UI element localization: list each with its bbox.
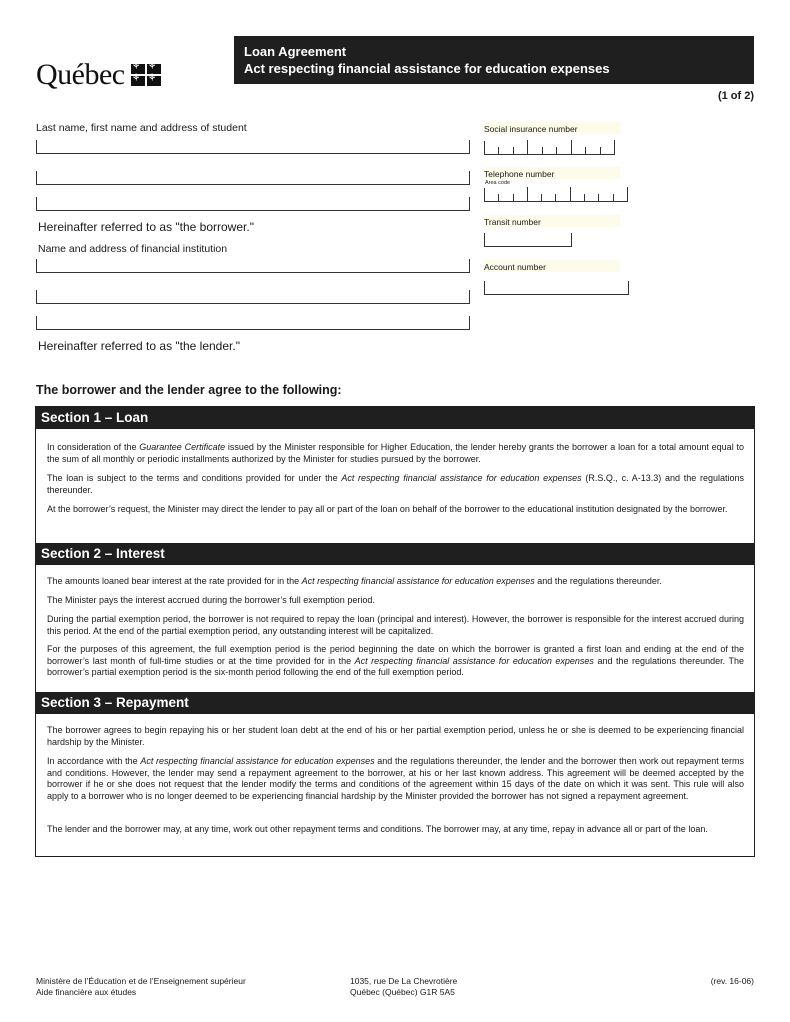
section-2-header: Section 2 – Interest — [36, 543, 754, 565]
ministry-division: Aide financière aux études — [36, 987, 137, 997]
quebec-logo — [36, 58, 161, 92]
institution-address-field-2[interactable] — [36, 316, 470, 330]
transit-number-field[interactable] — [484, 233, 572, 247]
section-2-paragraph-2: The Minister pays the interest accrued during the borrower’s full exemption period. — [47, 595, 375, 605]
logo-wordmark: Québec — [36, 58, 125, 91]
area-code-label: Area code — [485, 180, 511, 186]
student-name-field[interactable] — [36, 140, 470, 154]
footer-ministry — [36, 976, 246, 998]
student-address-field-1[interactable] — [36, 171, 470, 185]
telephone-label: Telephone number — [484, 169, 555, 179]
section-1-header: Section 1 – Loan — [36, 407, 754, 429]
footer-address — [350, 976, 457, 998]
agreement-intro: The borrower and the lender agree to the following: — [36, 383, 342, 397]
document-title-banner — [234, 36, 754, 84]
section-3-header: Section 3 – Repayment — [36, 692, 754, 714]
section-3-paragraph-1: The borrower agrees to begin repaying his or her student loan debt at the end of his or her partial exemption period, unless he or she is deemed to be experiencing financial hardship by the Minister. — [47, 725, 744, 747]
student-address-field-2[interactable] — [36, 197, 470, 211]
institution-label: Name and address of financial institution — [38, 243, 228, 255]
section-1-paragraph-1: In consideration of the Guarantee Certificate issued by the Minister responsible for Higher Education, the lender hereby grants the borrower a loan for a total amount equal to the sum of all monthly or periodic installments authorized by the Minister for studies pursued by the borrower. — [47, 442, 744, 464]
street-address: 1035, rue De La Chevrotière — [350, 976, 458, 986]
agreement-sections — [35, 406, 755, 857]
document-subtitle: Act respecting financial assistance for education expenses — [244, 61, 610, 76]
section-2-paragraph-3: During the partial exemption period, the borrower is not required to repay the loan (principal and interest). However, the borrower is responsible for the interest accrued during this period. At the end of the partial exemption period, any outstanding interest will be capitalized. — [47, 614, 744, 636]
ministry-name: Ministère de l’Éducation et de l’Enseignement supérieur — [36, 976, 246, 986]
transit-label: Transit number — [484, 217, 541, 227]
document-title: Loan Agreement — [244, 44, 347, 59]
revision-code: (rev. 16-06) — [710, 976, 754, 986]
section-3-paragraph-3: The lender and the borrower may, at any time, work out other repayment terms and conditions. The borrower may, at any time, repay in advance all or part of the loan. — [47, 824, 708, 834]
section-3-paragraph-2: In accordance with the Act respecting financial assistance for education expenses and the regulations thereunder, the lender and the borrower then work out repayment terms and conditions. However, the lender may send a repayment agreement to the borrower, at his or her last known address. This agreement will be deemed accepted by the borrower if he or she does not request that the lender modify the terms and conditions of the agreement within 15 days of the date on which it was sent. This rule will also apply to a borrower who is no longer deemed to be experiencing financial hardship by the Minister provided the borrower has not signed a repayment agreement. — [47, 756, 744, 801]
sin-input[interactable] — [484, 141, 615, 155]
lender-reference: Hereinafter referred to as "the lender." — [38, 339, 240, 353]
section-2-paragraph-4: For the purposes of this agreement, the full exemption period is the period beginning the date on which the borrower is granted a first loan and ending at the end of the borrower’s last month of full-time studies or at the time provided for in the Act respecting financial assistance for education expenses and the regulations thereunder. The borrower’s partial exemption period is the six-month period following the end of the full exemption period. — [47, 644, 744, 677]
page-indicator: (1 of 2) — [717, 90, 754, 102]
section-1-paragraph-3: At the borrower’s request, the Minister may direct the lender to pay all or part of the loan on behalf of the borrower to the educational institution designated by the borrower. — [47, 504, 728, 514]
section-1-paragraph-2: The loan is subject to the terms and conditions provided for under the Act respecting financial assistance for education expenses (R.S.Q., c. A-13.3) and the regulations thereunder. — [47, 473, 744, 495]
student-label: Last name, first name and address of student — [36, 122, 247, 134]
borrower-reference: Hereinafter referred to as "the borrower." — [38, 220, 254, 234]
account-label: Account number — [484, 262, 546, 272]
sin-label: Social insurance number — [484, 124, 578, 134]
section-2-paragraph-1: The amounts loaned bear interest at the rate provided for in the Act respecting financial assistance for education expenses and the regulations thereunder. — [47, 576, 662, 586]
city-postal: Québec (Québec) G1R 5A5 — [350, 987, 455, 997]
institution-name-field[interactable] — [36, 259, 470, 273]
institution-address-field-1[interactable] — [36, 290, 470, 304]
telephone-input[interactable] — [484, 188, 628, 202]
account-number-field[interactable] — [484, 281, 629, 295]
fleur-de-lis-flag-icon — [131, 64, 161, 86]
